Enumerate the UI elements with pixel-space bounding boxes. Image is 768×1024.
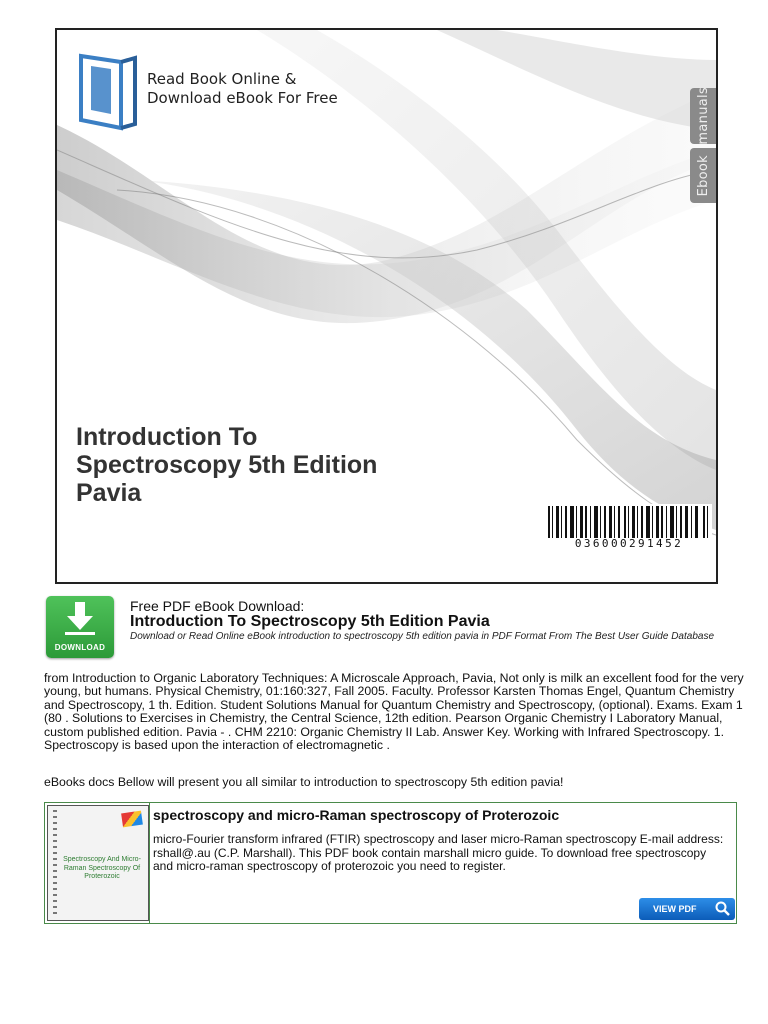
tab-manuals[interactable] xyxy=(690,88,716,144)
download-arrow-icon xyxy=(65,602,95,636)
tab-manuals-label: manuals xyxy=(695,87,711,145)
tab-ebook[interactable] xyxy=(690,148,716,203)
download-button[interactable] xyxy=(46,596,114,658)
body-paragraph: from Introduction to Organic Laboratory Techniques: A Microscale Approach, Pavia, Not only is milk an excellent food for the very young, but humans. Physical Chemistry, 01:160:327, Fall 2005. Faculty. Professor Karsten Thomas Engel, Quantum Chemistry and Spectroscopy, 1 th. Edition. Student Solutions Manual for Quantum Chemistry and Spectroscopy, (optional). Exams. Exam 1 (80 . Solutions to Exercises in Chemistry, the Central Science, 12th edition. Pearson Organic Chemistry I Laboratory Manual, custom published edition. Pavia - . CHM 2210: Organic Chemistry II Lab. Answer Key. Working with Infrared Spectroscopy. 1. Spectroscopy is based upon the interaction of electromagnetic . xyxy=(44,671,744,753)
free-pdf-label: Free PDF eBook Download: xyxy=(130,598,305,614)
cover-title xyxy=(76,423,456,507)
download-button-label: DOWNLOAD xyxy=(54,643,106,652)
result-thumbnail[interactable] xyxy=(47,805,149,921)
book-cover xyxy=(55,28,718,584)
result-divider xyxy=(149,803,150,923)
brand-line-2: Download eBook For Free xyxy=(147,89,338,107)
side-tabs xyxy=(690,88,716,207)
view-pdf-label: VIEW PDF xyxy=(653,904,697,914)
result-title[interactable]: spectroscopy and micro-Raman spectroscopy of Proterozoic xyxy=(153,807,560,823)
tab-ebook-label: Ebook xyxy=(695,154,711,197)
view-pdf-button[interactable] xyxy=(639,898,735,920)
cover-title-line-2: Spectroscopy 5th Edition xyxy=(76,451,378,479)
similar-books-line: eBooks docs Bellow will present you all similar to introduction to spectroscopy 5th edition pavia! xyxy=(44,775,564,789)
book-door-icon xyxy=(77,52,139,132)
brand-line-1: Read Book Online & xyxy=(147,70,297,88)
binder-rings xyxy=(53,810,57,918)
result-item xyxy=(44,802,737,924)
download-description: Download or Read Online eBook introduction to spectroscopy 5th edition pavia in PDF Format From The Best User Guide Database xyxy=(130,631,714,642)
thumbnail-title: Spectroscopy And Micro-Raman Spectroscopy Of Proterozoic xyxy=(63,856,141,880)
result-description: micro-Fourier transform infrared (FTIR) spectroscopy and laser micro-Raman spectroscopy E-mail address: rshall@.au (C.P. Marshall). This PDF book contain marshall micro guide. To download free spectroscopy and micro-raman spectroscopy of proterozoic you need to register. xyxy=(153,832,724,873)
brand-block xyxy=(77,50,357,140)
cover-title-line-3: Pavia xyxy=(76,479,142,507)
flag-icon xyxy=(121,811,143,828)
cover-title-line-1: Introduction To xyxy=(76,423,258,451)
book-title: Introduction To Spectroscopy 5th Edition Pavia xyxy=(130,613,490,630)
barcode-number: 036000291452 xyxy=(548,538,710,550)
magnifier-icon xyxy=(714,900,732,918)
